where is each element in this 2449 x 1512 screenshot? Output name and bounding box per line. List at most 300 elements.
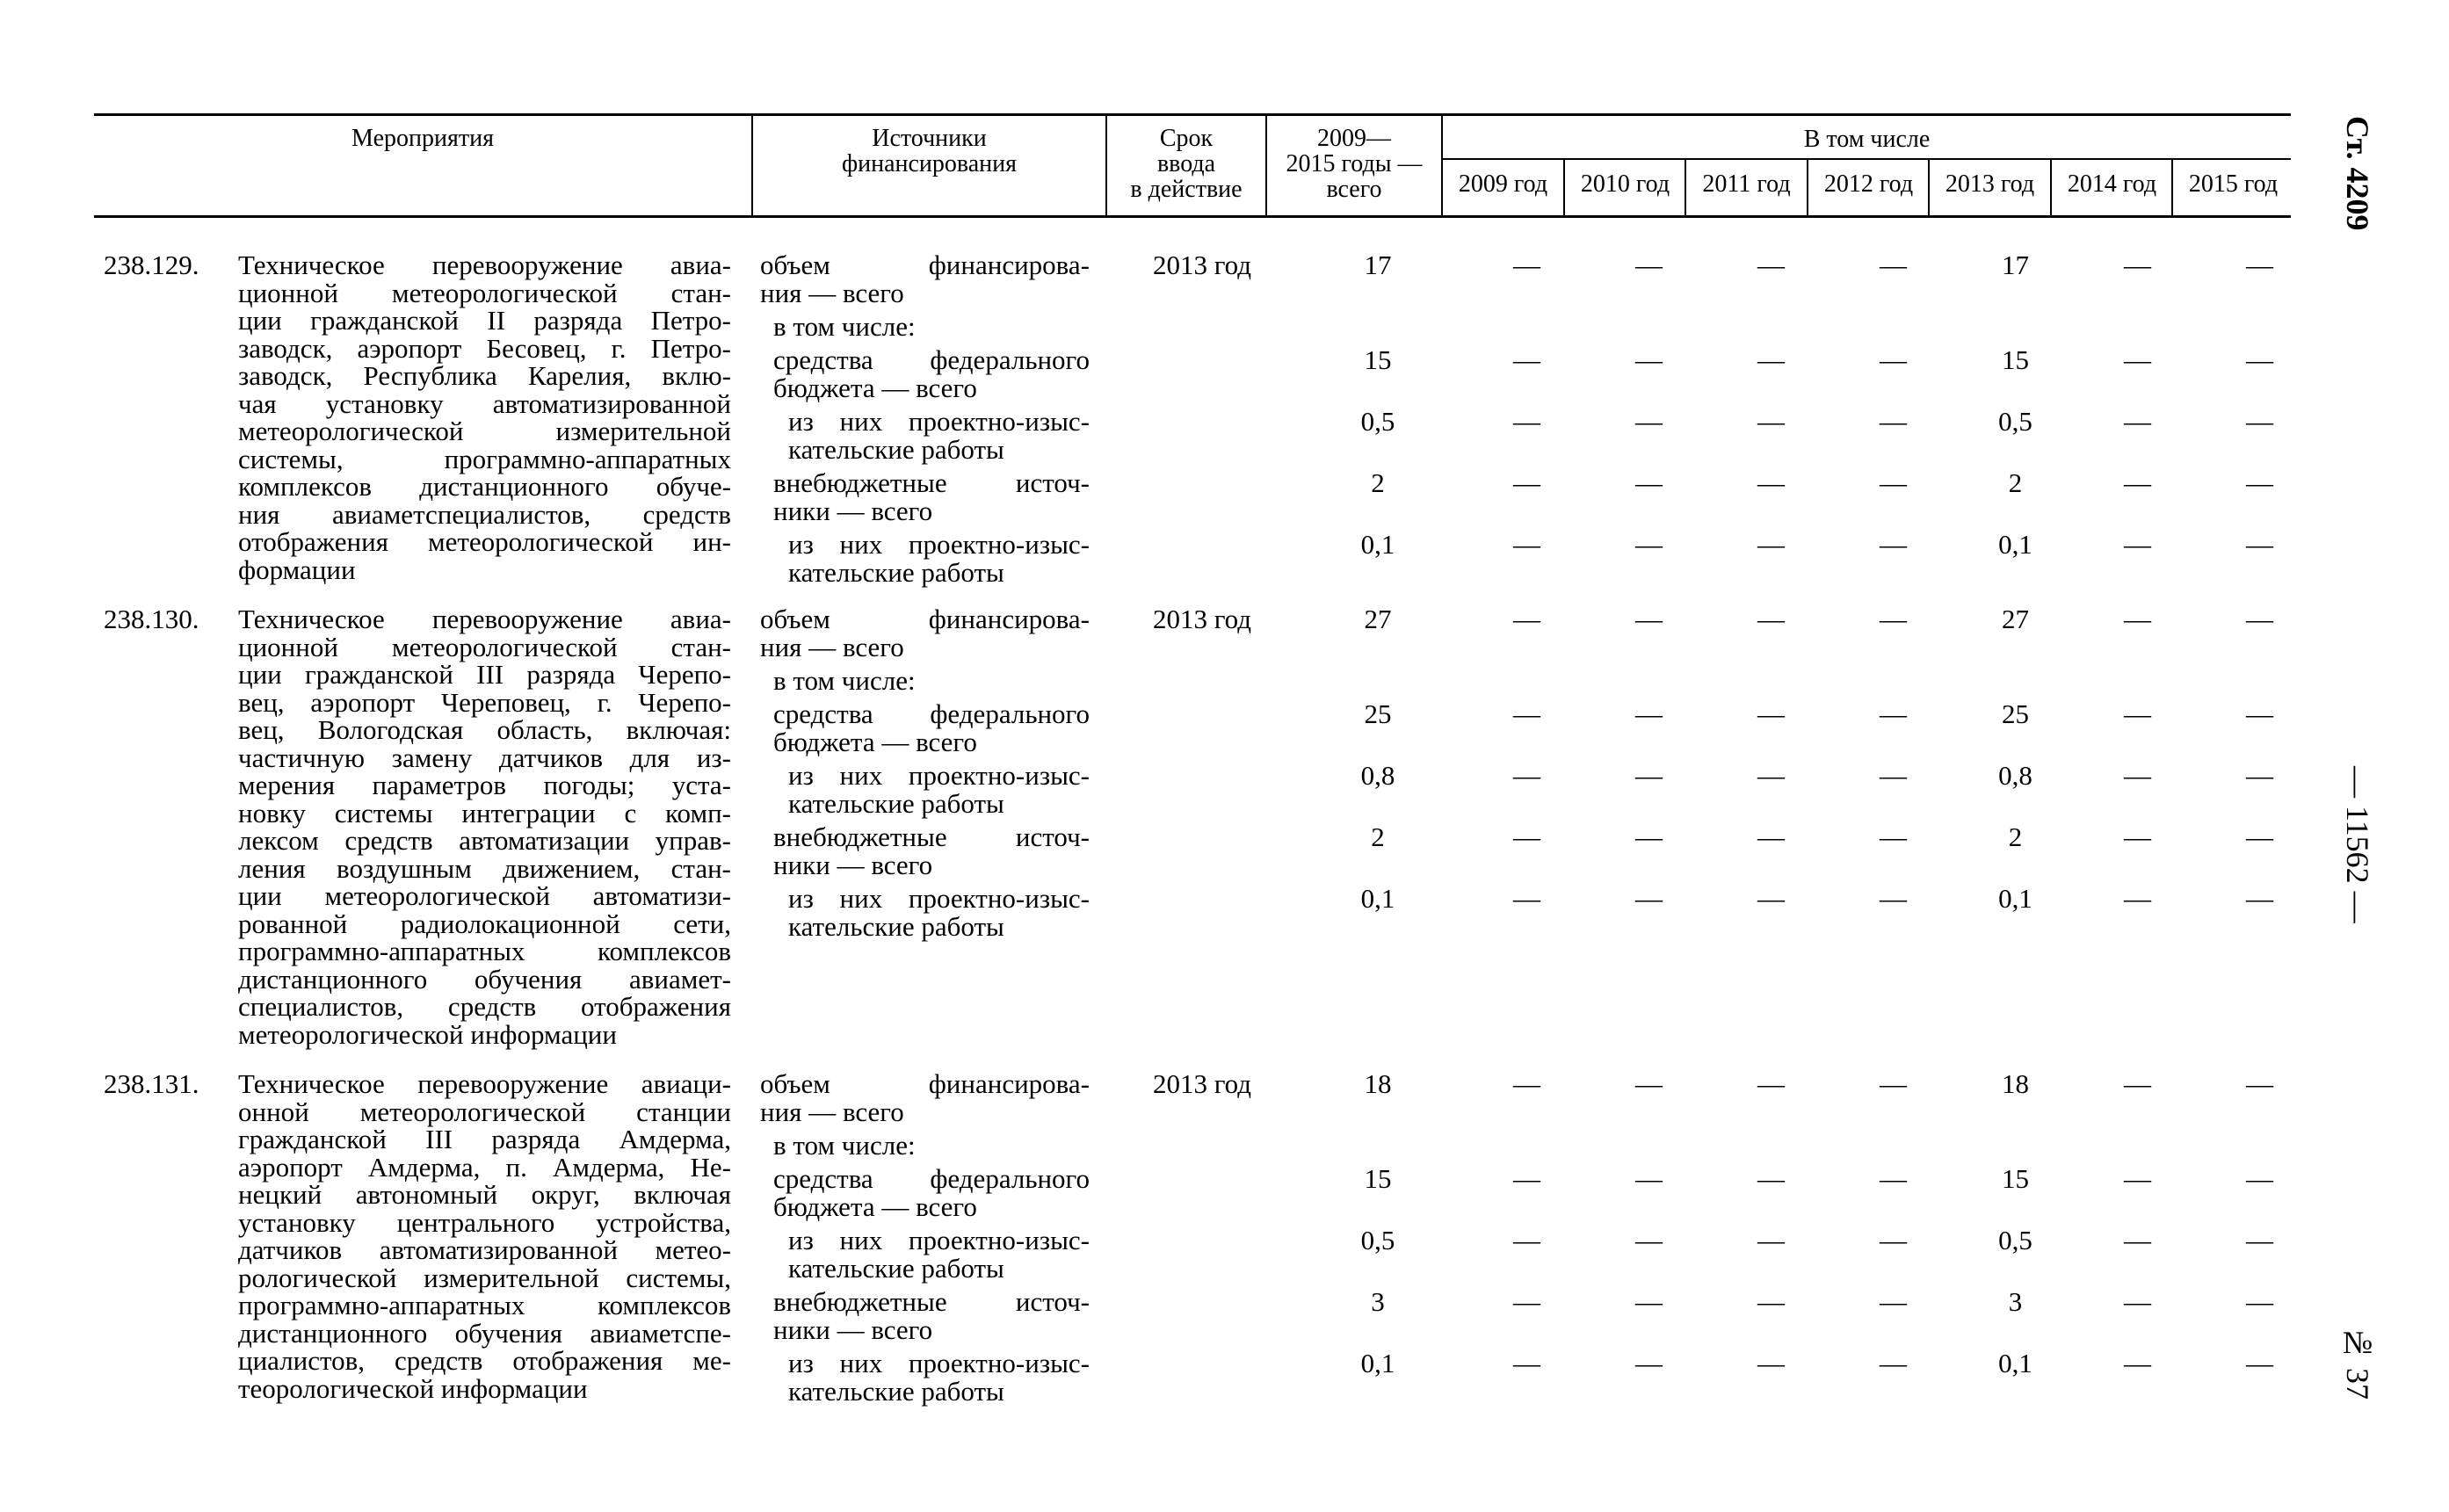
funding-source [760,346,1090,402]
funding-items [760,251,2321,592]
header-inner-rule [1441,158,2291,160]
description-line: дистанционного обучения авиамет- [238,963,731,995]
year-value-2014: — [2124,821,2151,852]
funding-item [760,667,2321,695]
funding-source-line: в том числе: [773,665,916,696]
year-value-2013: 0,1 [1998,1348,2032,1378]
year-value-2014 [2076,313,2199,341]
funding-source [760,251,1090,307]
year-value-2014: — [2124,1163,2151,1194]
funding-source-line: бюджета — всего [773,1191,977,1222]
year-value-2009: — [1513,250,1540,280]
year-value-2010: — [1635,821,1663,852]
funding-source [760,885,1090,941]
funding-source [760,1070,1090,1126]
year-value-2012: — [1880,698,1907,729]
funding-source [760,823,1090,879]
year-value-2013: 17 [2002,250,2029,280]
year-value-2015: — [2246,1348,2273,1378]
funding-source-line: из них проектно-изыс- [788,883,1090,914]
funding-item [760,251,2321,307]
year-value-2011: — [1757,406,1785,437]
year-value-2015: — [2246,406,2273,437]
year-value-2013: 0,5 [1998,1225,2032,1255]
year-value-2011: — [1757,1163,1785,1194]
description-line: лексом средств автоматизации управ- [238,825,731,856]
page-number: Ст. 4209 [2340,116,2375,231]
commissioning-term [1114,700,1290,756]
funding-source-line: ния — всего [760,632,904,662]
year-value-2015: — [2246,883,2273,914]
funding-source-line: бюджета — всего [773,373,977,403]
commissioning-term: 2013 год [1152,1068,1252,1099]
description-line: нецкий автономный округ, включая [238,1179,731,1210]
year-value-2009 [1466,1132,1588,1160]
year-value-2013: 18 [2002,1068,2029,1099]
funding-item [760,823,2321,879]
year-value-2012: — [1880,344,1907,375]
year-value-2015 [2199,667,2321,695]
year-value-2009: — [1513,604,1540,634]
funding-source-line: в том числе: [773,311,916,342]
year-value-2009: — [1513,1286,1540,1317]
year-value-2013: 0,1 [1998,883,2032,914]
year-value-2013: 0,1 [1998,529,2032,560]
year-value-2011: — [1757,344,1785,375]
total-2009-2015: 0,1 [1360,1348,1395,1378]
commissioning-term: 2013 год [1152,604,1252,634]
description-line: заводск, аэропорт Бесовец, г. Петро- [238,332,731,364]
header-year-2011: 2011 год [1702,170,1791,198]
year-value-2012: — [1880,883,1907,914]
year-value-2015: — [2246,698,2273,729]
funding-source [760,408,1090,464]
header-measures: Мероприятия [351,125,494,152]
funding-items [760,1070,2321,1411]
funding-source-line: средства федерального [773,698,1090,729]
record-number: 238.130. [104,604,199,634]
header-sources-line: финансирования [841,150,1018,177]
funding-source-line: кательские работы [788,1253,1004,1284]
year-value-2015: — [2246,250,2273,280]
year-value-2011: — [1757,467,1785,498]
year-value-2014 [2076,1132,2199,1160]
header-year-2015: 2015 год [2188,170,2279,198]
funding-source [760,1165,1090,1221]
description-line: программно-аппаратных комплексов [238,936,731,966]
funding-source [760,1288,1090,1344]
commissioning-term [1114,762,1290,818]
description-line: Техническое перевооружение авиа- [238,604,731,634]
year-value-2010: — [1635,406,1663,437]
commissioning-term [1114,313,1290,341]
funding-source [760,469,1090,525]
year-value-2013: 0,8 [1998,760,2032,791]
year-value-2010 [1588,313,1710,341]
funding-source-line: ники — всего [773,1314,933,1345]
commissioning-term [1114,1132,1290,1160]
year-value-2009: — [1513,883,1540,914]
year-value-2012: — [1880,1348,1907,1378]
description-line: теорологической информации [238,1372,588,1404]
commissioning-term [1114,823,1290,879]
funding-source [760,313,1090,341]
funding-item [760,469,2321,525]
funding-items [760,605,2321,946]
year-value-2010: — [1635,1163,1663,1194]
header-year-2012: 2012 год [1823,170,1914,198]
description-line: системы, программно-аппаратных [238,443,731,474]
header-total [1267,126,1441,202]
year-value-2014: — [2124,883,2151,914]
description-line: ции гражданской II разряда Петро- [238,305,731,336]
year-value-2015 [2199,1132,2321,1160]
description-line: метеорологической измерительной [238,416,731,446]
year-value-2011: — [1757,760,1785,791]
funding-source [760,700,1090,756]
year-value-2014 [2076,667,2199,695]
year-value-2012: — [1880,1068,1907,1099]
description-line: специалистов, средств отображения [238,991,731,1022]
commissioning-term [1114,346,1290,402]
description-line: рованной радиолокационной сети, [238,908,731,939]
year-value-2015 [2199,313,2321,341]
description-line: комплексов дистанционного обуче- [238,471,731,502]
description-line: новку системы интеграции с комп- [238,797,731,828]
header-total-line: 2015 годы — [1286,150,1423,177]
year-value-2015: — [2246,1068,2273,1099]
total-2009-2015: 15 [1364,1163,1392,1194]
total-2009-2015 [1290,313,1466,341]
year-value-2010 [1588,1132,1710,1160]
year-value-2015: — [2246,529,2273,560]
commissioning-term [1114,469,1290,525]
year-value-2011: — [1757,604,1785,634]
commissioning-term [1114,531,1290,587]
year-value-2013 [1954,667,2076,695]
year-value-2013 [1954,1132,2076,1160]
funding-item [760,531,2321,587]
year-value-2011: — [1757,1348,1785,1378]
year-value-2010: — [1635,604,1663,634]
funding-source-line: ники — всего [773,496,933,526]
year-value-2015: — [2246,821,2273,852]
year-value-2011: — [1757,1068,1785,1099]
total-2009-2015: 0,5 [1360,1225,1395,1255]
funding-source-line: средства федерального [773,344,1090,375]
funding-source-line: кательские работы [788,1376,1004,1407]
year-value-2014: — [2124,344,2151,375]
header-sources-line: Источники [872,125,987,152]
funding-source [760,605,1090,662]
header-term-line: Срок [1159,125,1214,152]
year-value-2010: — [1635,1225,1663,1255]
year-value-2012 [1832,313,1954,341]
year-value-2009: — [1513,1225,1540,1255]
total-2009-2015: 0,8 [1360,760,1395,791]
year-value-2011 [1710,313,1832,341]
year-value-2013: 3 [2008,1286,2023,1317]
description-line: ния авиаметспециалистов, средств [238,498,731,530]
total-2009-2015: 15 [1364,344,1392,375]
description-line: аэропорт Амдерма, п. Амдерма, Не- [238,1151,731,1183]
header-term-line: в действие [1130,176,1243,203]
funding-source-line: из них проектно-изыс- [788,529,1090,560]
year-value-2011: — [1757,529,1785,560]
funding-item [760,313,2321,341]
year-value-2010 [1588,667,1710,695]
commissioning-term [1114,1349,1290,1406]
year-value-2012: — [1880,821,1907,852]
commissioning-term [1114,1165,1290,1221]
funding-item [760,700,2321,756]
funding-source-line: из них проектно-изыс- [788,1225,1090,1255]
year-value-2012: — [1880,1225,1907,1255]
year-value-2015: — [2246,467,2273,498]
funding-source-line: из них проектно-изыс- [788,1348,1090,1378]
description-line: программно-аппаратных комплексов [238,1290,731,1320]
description-line: дистанционного обучения авиаметспе- [238,1317,731,1349]
year-value-2012: — [1880,760,1907,791]
year-value-2014: — [2124,250,2151,280]
description-line: ции гражданской III разряда Черепо- [238,659,731,690]
commissioning-term [1114,408,1290,464]
description-line: вец, аэропорт Череповец, г. Черепо- [238,686,731,718]
year-value-2010: — [1635,698,1663,729]
total-2009-2015: 2 [1371,467,1385,498]
year-value-2013: 2 [2008,467,2023,498]
funding-source-line: ния — всего [760,1096,904,1127]
total-2009-2015: 2 [1371,821,1385,852]
funding-source-line: объем финансирова- [760,1068,1090,1099]
funding-source-line: внебюджетные источ- [773,1286,1090,1317]
funding-source-line: бюджета — всего [773,727,977,757]
funding-item [760,346,2321,402]
header-year-2010: 2010 год [1580,170,1670,198]
description-line: чая установку автоматизированной [238,387,731,419]
funding-source-line: кательские работы [788,788,1004,819]
year-value-2011 [1710,1132,1832,1160]
commissioning-term [1114,1226,1290,1283]
funding-source-line: из них проектно-изыс- [788,760,1090,791]
description-line: вец, Вологодская область, включая: [238,714,731,745]
funding-source-line: в том числе: [773,1130,916,1161]
year-value-2012: — [1880,467,1907,498]
funding-source [760,762,1090,818]
year-value-2012: — [1880,250,1907,280]
sheet-number: — 11562 — [2340,766,2375,923]
year-value-2014: — [2124,760,2151,791]
year-value-2013: 15 [2002,344,2029,375]
funding-source-line: внебюджетные источ- [773,821,1090,852]
funding-item [760,1226,2321,1283]
year-value-2013: 0,5 [1998,406,2032,437]
year-value-2012: — [1880,604,1907,634]
total-2009-2015 [1290,1132,1466,1160]
record-number: 238.131. [104,1068,199,1099]
year-value-2011: — [1757,1225,1785,1255]
year-value-2009: — [1513,406,1540,437]
year-value-2010: — [1635,1286,1663,1317]
description-line: гражданской III разряда Амдерма, [238,1124,731,1154]
year-value-2014: — [2124,529,2151,560]
header-total-line: 2009— [1317,125,1391,152]
funding-source-line: кательские работы [788,911,1004,942]
funding-source-line: объем финансирова- [760,604,1090,634]
year-value-2012: — [1880,406,1907,437]
funding-item [760,1349,2321,1406]
year-value-2009: — [1513,760,1540,791]
year-value-2014: — [2124,698,2151,729]
funding-source-line: средства федерального [773,1163,1090,1194]
description-line: метеорологической информации [238,1018,617,1050]
funding-source [760,1226,1090,1283]
description-line: формации [238,553,356,585]
funding-item [760,1132,2321,1160]
year-value-2009 [1466,313,1588,341]
year-value-2014: — [2124,1348,2151,1378]
year-value-2009: — [1513,1068,1540,1099]
description-line: Техническое перевооружение авиаци- [238,1068,731,1099]
commissioning-term [1114,667,1290,695]
funding-item [760,1288,2321,1344]
funding-source-line: объем финансирова- [760,250,1090,280]
year-value-2009 [1466,667,1588,695]
description-line: ционной метеорологической стан- [238,277,731,308]
year-value-2014: — [2124,467,2151,498]
total-2009-2015: 0,5 [1360,406,1395,437]
year-value-2013: 25 [2002,698,2029,729]
year-value-2009: — [1513,1163,1540,1194]
funding-item [760,605,2321,662]
description-line: частичную замену датчиков для из- [238,742,731,773]
funding-source [760,667,1090,695]
total-2009-2015: 25 [1364,698,1392,729]
header-top-rule [94,113,2291,116]
year-value-2012: — [1880,529,1907,560]
year-value-2009: — [1513,467,1540,498]
description-line: рологической измерительной системы, [238,1262,731,1293]
funding-source [760,531,1090,587]
funding-item [760,1070,2321,1126]
year-value-2015: — [2246,1163,2273,1194]
year-value-2009: — [1513,344,1540,375]
year-value-2010: — [1635,883,1663,914]
funding-source-line: из них проектно-изыс- [788,406,1090,437]
description-line: датчиков автоматизированной метео- [238,1234,731,1265]
header-year-2009: 2009 год [1458,170,1548,198]
year-value-2011 [1710,667,1832,695]
header-total-line: всего [1326,176,1382,203]
year-value-2011: — [1757,250,1785,280]
header-bottom-rule [94,215,2291,218]
issue-number: № 37 [2340,1325,2375,1400]
funding-source [760,1349,1090,1406]
year-value-2014: — [2124,1068,2151,1099]
description-line: заводск, Республика Карелия, вклю- [238,360,731,391]
funding-source-line: ники — всего [773,850,933,880]
year-value-2011: — [1757,883,1785,914]
year-value-2014: — [2124,604,2151,634]
year-value-2015: — [2246,1225,2273,1255]
year-value-2011: — [1757,821,1785,852]
commissioning-term: 2013 год [1152,250,1252,280]
year-value-2013: 2 [2008,821,2023,852]
funding-item [760,1165,2321,1221]
record-description [238,605,731,1048]
description-line: отображения метеорологической ин- [238,526,731,557]
funding-source [760,1132,1090,1160]
description-line: ционной метеорологической стан- [238,631,731,662]
year-value-2009: — [1513,529,1540,560]
description-line: ления воздушным движением, стан- [238,852,731,884]
year-value-2014: — [2124,1225,2151,1255]
year-value-2013: 27 [2002,604,2029,634]
description-line: онной метеорологической станции [238,1096,731,1127]
funding-source-line: кательские работы [788,434,1004,465]
year-value-2010: — [1635,760,1663,791]
year-value-2010: — [1635,1348,1663,1378]
year-value-2015: — [2246,344,2273,375]
year-value-2015: — [2246,604,2273,634]
year-value-2012 [1832,667,1954,695]
total-2009-2015: 0,1 [1360,529,1395,560]
header-term-line: ввода [1156,150,1216,177]
year-value-2010: — [1635,344,1663,375]
year-value-2014: — [2124,406,2151,437]
year-value-2015: — [2246,760,2273,791]
header-including: В том числе [1803,126,1931,153]
year-value-2010: — [1635,529,1663,560]
year-value-2010: — [1635,250,1663,280]
total-2009-2015: 27 [1364,604,1392,634]
record-description [238,251,731,583]
year-value-2010: — [1635,467,1663,498]
header-sources [753,126,1105,177]
year-value-2013 [1954,313,2076,341]
funding-source-line: внебюджетные источ- [773,467,1090,498]
funding-item [760,762,2321,818]
funding-source-line: ния — всего [760,278,904,308]
year-value-2011: — [1757,1286,1785,1317]
description-line: установку центрального устройства, [238,1206,731,1238]
year-value-2009: — [1513,821,1540,852]
year-value-2009: — [1513,1348,1540,1378]
description-line: Техническое перевооружение авиа- [238,250,731,280]
year-value-2013: 15 [2002,1163,2029,1194]
record-description [238,1070,731,1402]
year-value-2010: — [1635,1068,1663,1099]
description-line: мерения параметров погоды; уста- [238,770,731,800]
total-2009-2015: 3 [1371,1286,1385,1317]
total-2009-2015: 18 [1364,1068,1392,1099]
description-line: ции метеорологической автоматизи- [238,880,731,911]
year-value-2014: — [2124,1286,2151,1317]
funding-item [760,408,2321,464]
header-term [1107,126,1265,202]
year-value-2009: — [1513,698,1540,729]
year-value-2012: — [1880,1163,1907,1194]
total-2009-2015 [1290,667,1466,695]
year-value-2011: — [1757,698,1785,729]
total-2009-2015: 0,1 [1360,883,1395,914]
header-year-2013: 2013 год [1945,170,2035,198]
year-value-2015: — [2246,1286,2273,1317]
total-2009-2015: 17 [1364,250,1392,280]
record-number: 238.129. [104,250,199,280]
commissioning-term [1114,885,1290,941]
description-line: циалистов, средств отображения ме- [238,1345,731,1376]
